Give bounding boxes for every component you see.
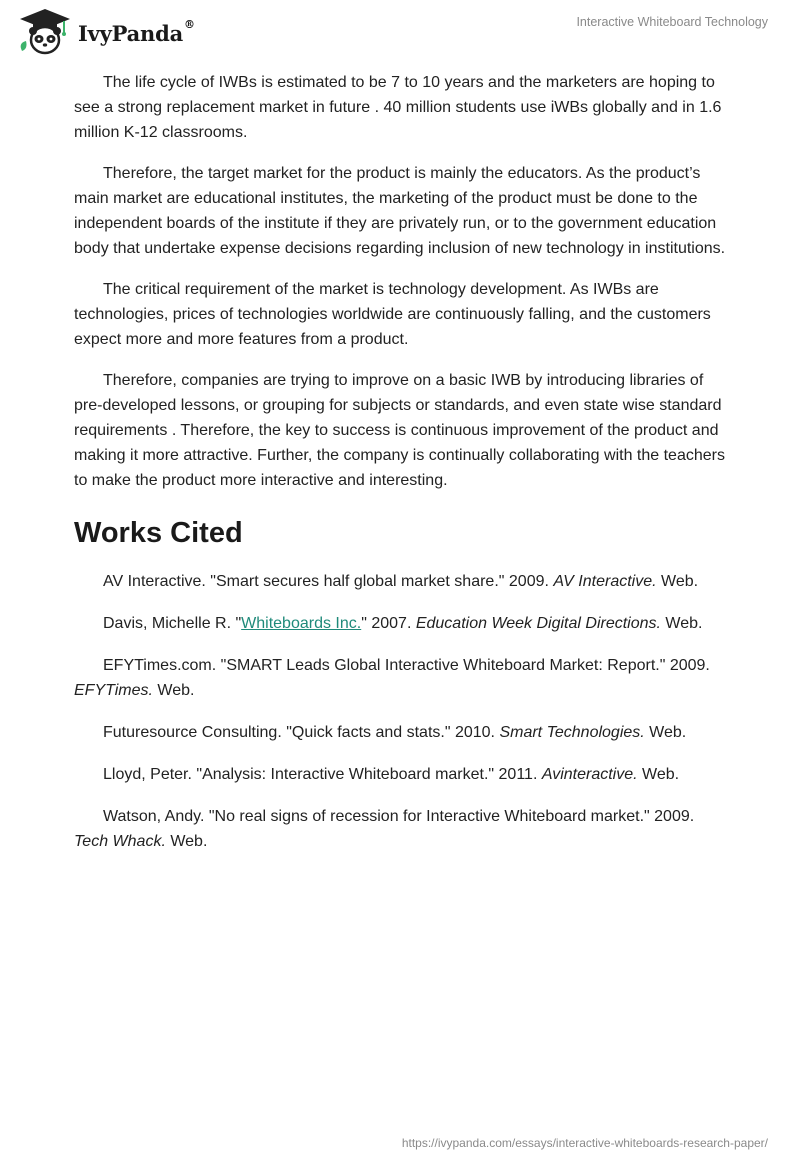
ivypanda-logo[interactable] [14,7,195,57]
citation-entry: Davis, Michelle R. "Whiteboards Inc." 2007. Education Week Digital Directions. Web. [103,615,703,632]
citation-entry: AV Interactive. "Smart secures half global market share." 2009. AV Interactive. Web. [103,573,699,590]
source-url[interactable]: https://ivypanda.com/essays/interactive-whiteboards-research-paper/ [401,1136,768,1150]
citation-entry: Lloyd, Peter. "Analysis: Interactive Whiteboard market." 2011. Avinteractive. Web. [103,766,680,783]
body-paragraph: Therefore, the target market for the product is mainly the educators. As the product’s main market are educational institutes, the marketing of the product must be done to the independent boards of the institute if they are privately run, or to the government education body that undertake expense decisions regarding inclusion of new technology in institutions. [74,165,726,257]
whiteboards-inc-link[interactable]: Whiteboards Inc. [241,615,362,632]
essay-content [74,70,730,871]
body-paragraph: The life cycle of IWBs is estimated to be 7 to 10 years and the marketers are hoping to see a strong replacement market in future . 40 million students use iWBs globally and in 1.6 million K-12 classrooms. [74,74,722,141]
citation-entry: EFYTimes.com. "SMART Leads Global Interactive Whiteboard Market: Report." 2009. EFYTimes. Web. [74,657,710,699]
citation-entry: Watson, Andy. "No real signs of recession for Interactive Whiteboard market." 2009. Tech Whack. Web. [74,808,695,850]
citation-entry: Futuresource Consulting. "Quick facts and stats." 2010. Smart Technologies. Web. [103,724,687,741]
panda-graduate-icon [14,7,76,57]
body-paragraph: The critical requirement of the market is technology development. As IWBs are technologies, prices of technologies worldwide are continuously falling, and the customers expect more and more features from a product. [74,281,711,348]
works-cited-heading: Works Cited [74,517,243,549]
document-title: Interactive Whiteboard Technology [576,15,768,29]
body-paragraph: Therefore, companies are trying to improve on a basic IWB by introducing libraries of pre-developed lessons, or grouping for subjects or standards, and even state wise standard requirements . Therefore, the key to success is continuous improvement of the product and making it more attractive. Further, the company is continually collaborating with the teachers to make the product more interactive and interesting. [74,372,725,489]
logo-text: IvyPanda® [78,17,195,46]
page-header [0,0,800,60]
